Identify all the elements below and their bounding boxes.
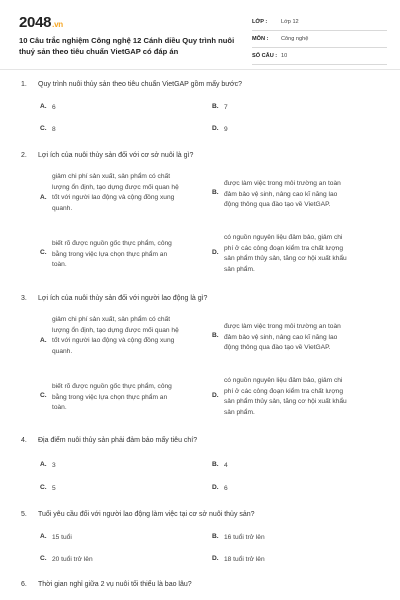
- option-letter: A.: [40, 337, 47, 344]
- option-line: động thông qua đào tạo về VietGAP.: [224, 344, 331, 351]
- document-meta: [252, 14, 387, 65]
- question-number: 1.: [21, 81, 27, 88]
- option-letter: C.: [40, 125, 47, 132]
- option-text: 6: [224, 485, 228, 492]
- meta-row-subject: [252, 31, 387, 48]
- option-letter: C.: [40, 392, 47, 399]
- option-letter: D.: [212, 555, 219, 562]
- question-prompt: Tuổi yêu cầu đối với người lao động làm việc tại cơ sở nuôi thủy sản?: [38, 511, 255, 518]
- question-text: [21, 511, 255, 518]
- question-number: 6.: [21, 581, 27, 588]
- option-c[interactable]: [40, 239, 210, 273]
- option-text: [52, 239, 172, 271]
- option-line: đảm bảo vệ sinh, nâng cao kĩ năng lao: [224, 333, 338, 341]
- option-text: 3: [52, 462, 56, 469]
- option-line: có nguồn nguyên liệu đảm bảo, giảm chi: [224, 234, 343, 241]
- option-letter: D.: [212, 484, 219, 491]
- option-letter: B.: [212, 189, 219, 196]
- option-line: toàn.: [52, 261, 67, 268]
- option-line: động thông qua đào tạo về VietGAP.: [224, 201, 331, 208]
- option-d[interactable]: [212, 233, 382, 279]
- option-a[interactable]: [40, 315, 210, 361]
- header-divider: [0, 69, 400, 70]
- option-line: biết rõ được nguồn gốc thực phẩm, công: [52, 240, 172, 247]
- option-line: lượng ổn định, tạo dựng được mối quan hệ: [52, 326, 179, 334]
- option-text: 15 tuổi: [52, 534, 72, 541]
- option-b[interactable]: [212, 179, 382, 215]
- logo-suffix: .vn: [52, 20, 63, 29]
- meta-row-grade: [252, 14, 387, 31]
- option-line: sản phẩm.: [224, 265, 255, 273]
- option-text: [224, 322, 341, 354]
- option-d[interactable]: [212, 376, 382, 422]
- option-text: 4: [224, 462, 228, 469]
- option-line: được làm việc trong môi trường an toàn: [224, 180, 341, 187]
- option-line: sản phẩm thủy sản, tăng cơ hội xuất khẩu: [224, 398, 347, 405]
- option-line: quanh.: [52, 204, 73, 212]
- option-letter: A.: [40, 194, 47, 201]
- site-logo[interactable]: [19, 14, 63, 31]
- question-prompt: Quy trình nuôi thủy sản theo tiêu chuẩn VietGAP gồm mấy bước?: [38, 81, 242, 88]
- question-number: 5.: [21, 511, 27, 518]
- option-letter: C.: [40, 555, 47, 562]
- option-letter: A.: [40, 103, 47, 110]
- option-b[interactable]: [212, 322, 382, 358]
- option-text: [224, 179, 341, 211]
- meta-key: SỐ CÂU :: [252, 53, 278, 59]
- question-text: [21, 295, 207, 302]
- option-text: [224, 376, 347, 418]
- option-line: tốt với người lao động và cộng đồng xung: [52, 194, 175, 201]
- option-text: 18 tuổi trở lên: [224, 556, 265, 563]
- option-text: 20 tuổi trở lên: [52, 556, 93, 563]
- option-line: quanh.: [52, 347, 73, 355]
- logo-text: 2048: [19, 14, 52, 31]
- question-number: 2.: [21, 152, 27, 159]
- option-text: [52, 315, 179, 357]
- option-line: đảm bảo vệ sinh, nâng cao kĩ năng lao: [224, 190, 338, 198]
- option-letter: B.: [212, 103, 219, 110]
- option-letter: A.: [40, 533, 47, 540]
- option-letter: D.: [212, 392, 219, 399]
- question-text: [21, 152, 193, 159]
- question-number: 3.: [21, 295, 27, 302]
- option-text: [52, 172, 179, 214]
- option-text: [224, 233, 347, 275]
- option-line: bằng trong việc lựa chọn thực phẩm an: [52, 250, 168, 258]
- option-letter: D.: [212, 125, 219, 132]
- document-title: 10 Câu trắc nghiệm Công nghệ 12 Cánh diều Quy trình nuôi thuỷ sản theo tiêu chuẩn VietGAP có đáp án: [19, 36, 235, 56]
- question-prompt: Lợi ích của nuôi thủy sản đối với cơ sở nuôi là gì?: [38, 152, 194, 159]
- option-a[interactable]: [40, 172, 210, 218]
- option-line: được làm việc trong môi trường an toàn: [224, 323, 341, 330]
- question-text: [21, 581, 192, 588]
- option-text: 7: [224, 104, 228, 111]
- option-line: bằng trong việc lựa chọn thực phẩm an: [52, 393, 168, 401]
- question-text: [21, 437, 197, 444]
- meta-row-count: [252, 48, 387, 65]
- option-letter: D.: [212, 249, 219, 256]
- option-c[interactable]: [40, 382, 210, 416]
- option-line: lượng ổn định, tạo dựng được mối quan hệ: [52, 183, 179, 191]
- question-text: [21, 81, 242, 88]
- option-line: có nguồn nguyên liệu đảm bảo, giảm chi: [224, 377, 343, 384]
- option-line: phí ở các công đoạn kiểm tra chất lượng: [224, 387, 343, 395]
- option-line: toàn.: [52, 404, 67, 411]
- option-line: tốt với người lao động và cộng đồng xung: [52, 337, 175, 344]
- option-line: phí ở các công đoạn kiểm tra chất lượng: [224, 244, 343, 252]
- option-line: giảm chi phí sản xuất, sản phẩm có chất: [52, 173, 171, 180]
- option-text: [52, 382, 172, 414]
- question-number: 4.: [21, 437, 27, 444]
- meta-key: MÔN :: [252, 36, 269, 42]
- option-letter: A.: [40, 461, 47, 468]
- option-line: biết rõ được nguồn gốc thực phẩm, công: [52, 383, 172, 390]
- option-letter: B.: [212, 533, 219, 540]
- option-letter: B.: [212, 461, 219, 468]
- option-line: sản phẩm.: [224, 408, 255, 416]
- question-prompt: Thời gian nghỉ giữa 2 vụ nuôi tối thiểu là bao lâu?: [38, 581, 192, 588]
- option-letter: C.: [40, 249, 47, 256]
- option-letter: B.: [212, 332, 219, 339]
- option-text: 9: [224, 126, 228, 133]
- meta-value: Công nghệ: [281, 36, 309, 42]
- option-text: 5: [52, 485, 56, 492]
- option-letter: C.: [40, 484, 47, 491]
- meta-value: 10: [281, 53, 288, 59]
- option-text: 8: [52, 126, 56, 133]
- question-prompt: Lợi ích của nuôi thủy sản đối với người lao động là gì?: [38, 295, 208, 302]
- meta-value: Lớp 12: [281, 19, 299, 25]
- meta-key: LỚP :: [252, 19, 268, 25]
- option-line: giảm chi phí sản xuất, sản phẩm có chất: [52, 316, 171, 323]
- question-prompt: Địa điểm nuôi thủy sản phải đảm bảo mấy tiêu chí?: [38, 437, 198, 444]
- option-text: 6: [52, 104, 56, 111]
- option-text: 16 tuổi trở lên: [224, 534, 265, 541]
- option-line: sản phẩm thủy sản, tăng cơ hội xuất khẩu: [224, 255, 347, 262]
